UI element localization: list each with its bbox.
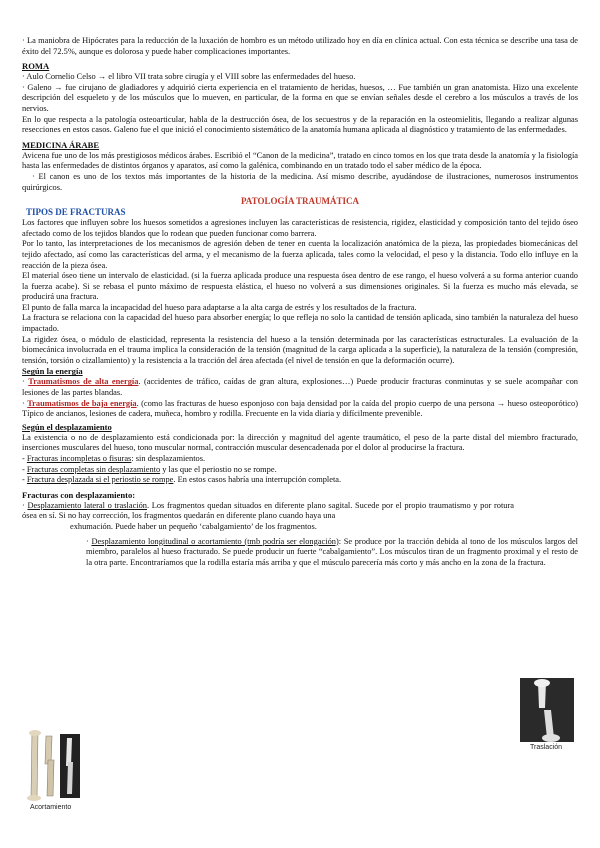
longitudinal-text: : Se produce por la tracción debida al tono de los músculos largos del miembro, paralelos al hueso fracturado. Se puede producir un fuerte “cabalgamiento”. Los músculos tiran de un fragmento proximal y el resto de la otra parte. Encontraríamos que la rodilla estaría más arriba y que el músculo parecería más corto y más ancho en la zona de la fractura. xyxy=(86,536,579,567)
energia-heading: Según la energía xyxy=(22,366,83,377)
patologia-p2: Por lo tanto, las interpretaciones de los mecanismos de agresión deben de tener en cuenta la localización anatómica de la pieza, las propiedades biomecánicas del tejido afectado, así como las características del arma, y el mecanismo de la fuerza aplicada, tales como la velocidad, el peso y la distancia. Todo ello influye en la reacción de la pieza ósea. xyxy=(22,239,578,270)
longitudinal-paragraph: · Desplazamiento longitudinal o acortamiento (tmb podría ser elongación): Se produce por la tracción debida al tono de los músculos largos del miembro, paralelos al hueso fracturado. Se puede producir un fuerte “cabalgamiento”. Los músculos tiran de un fragmento proximal y el resto de la otra parte. Encontraríamos que la rodilla estaría más arriba y que el músculo parecería más corto y más ancho en la zona de la fractura. xyxy=(86,536,579,567)
roma-patologia: En lo que respecta a la patología osteoarticular, habla de la destrucción ósea, de los secuestros y de la reparación en la osteomielitis, llegando a realizar algunas resecciones en estos casos. Galeno fue el que inició el conocimiento sistemático de la anatomía humana aplicada al diagnóstico y tratamiento de las enfermedades. xyxy=(22,114,578,135)
text-column xyxy=(22,36,578,568)
con-desplazamiento-heading: Fracturas con desplazamiento: xyxy=(22,489,136,500)
item-3-text: . En estos casos habría una interrupción completa. xyxy=(173,475,342,485)
patologia-p5: La fractura se relaciona con la capacidad del hueso para absorber energía; lo que refleja no solo la cantidad de tensión aplicada, sino también la naturaleza del hueso impactado. xyxy=(22,313,578,334)
acortamiento-bones-image xyxy=(22,730,84,802)
item-2-text: y las que el periostio no se rompe. xyxy=(160,464,277,474)
patologia-p3: El material óseo tiene un intervalo de elasticidad. (si la fuerza aplicada produce una respuesta ósea dentro de ese rango, el hueso volverá a su forma anterior cuando la fuerza acabe). Si se rebasa el punto máximo de respuesta elástica, el hueso no volverá a sus dimensiones originales. Si la fuerza es mucho más elevada, se producirá una fractura. xyxy=(22,271,578,302)
alta-label: Traumatismos de alta energía xyxy=(28,377,139,387)
roma-celso: · Aulo Cornelio Celso → el libro VII trata sobre cirugía y el VIII sobre las enfermedades del hueso. xyxy=(22,72,356,82)
lateral-text: . Los fragmentos quedan situados en diferente plano sagital. Sucede por el propio traumatismo y por rotura ósea en sí. Si no hay corrección, los fragmentos quedarán en diferente plano cuando haya una xyxy=(22,500,514,521)
arabe-avicena: Avicena fue uno de los más prestigiosos médicos árabes. Escribió el “Canon de la medicina”, tratado en cinco tomos en los que trata desde la anatomía y la fisiología hasta las enfermedades de distintos órganos y aparatos, así como la galénica, combinando en un tratado todo el saber médico de la época. xyxy=(22,150,578,171)
traslacion-xray-image xyxy=(520,678,574,742)
lateral-paragraph: · Desplazamiento lateral o traslación. Los fragmentos quedan situados en diferente plano sagital. Sucede por el propio traumatismo y por rotura ósea en sí. Si no hay corrección, los fragmentos quedarán en diferente plano cuando haya una xyxy=(22,500,514,521)
alta-text: . (accidentes de tráfico, caídas de gran altura, explosiones…) Puede producir fracturas conminutas y se suele acompañar con lesiones de las partes blandas. xyxy=(22,377,578,398)
desplazamiento-item-1: - Fracturas incompletas o fisuras: sin desplazamientos. xyxy=(22,454,206,463)
item-1-text: : sin desplazamientos. xyxy=(131,454,206,463)
arabe-canon: · El canon es uno de los textos más importantes de la historia de la medicina. Así mismo describe, ayudándose de ilustraciones, numerosos instrumentos quirúrgicos. xyxy=(22,171,578,192)
desplazamiento-heading: Según el desplazamiento xyxy=(22,421,112,432)
energia-baja: · Traumatismos de baja energía. (como las fracturas de hueso esponjoso con baja densidad por la caída del propio cuerpo de una persona → hueso osteoporótico) Típico de ancianos, lesiones de cadera, muñeca, hombro y rodilla. Frecuente en la vida diaria y difícilmente prevenible. xyxy=(22,398,578,419)
item-1-term: Fracturas incompletas o fisuras xyxy=(26,454,132,463)
patologia-p1: Los factores que influyen sobre los huesos sometidos a agresiones incluyen las características de resistencia, rigidez, elasticidad y composición tanto del tejido óseo afectado como de los tejidos blandos que lo rodean que pueden funcionar como barrera. xyxy=(22,218,578,238)
item-2-term: Fracturas completas sin desplazamiento xyxy=(26,464,161,474)
roma-heading: ROMA xyxy=(22,61,50,72)
arabe-heading: MEDICINA ÁRABE xyxy=(22,139,100,150)
section-title: PATOLOGÍA TRAUMÁTICA xyxy=(240,196,360,207)
lateral-paragraph-cont: exhumación. Puede haber un pequeño ‘cabalgamiento’ de los fragmentos. xyxy=(70,521,317,531)
longitudinal-term: Desplazamiento longitudinal o acortamiento (tmb podría ser elongación) xyxy=(91,536,339,546)
baja-label: Traumatismos de baja energía xyxy=(27,398,137,408)
traslacion-caption: Traslación xyxy=(530,744,563,751)
desplazamiento-p1: La existencia o no de desplazamiento está condicionada por: la dirección y magnitud del agente traumático, el peso de la parte distal del miembro fracturado, inserciones musculares del hueso, tono muscular normal, contracción muscular desencadenada por el dolor al producirse la fractura. xyxy=(22,432,578,453)
item-3-term: Fractura desplazada si el periostio se rompe xyxy=(26,475,174,485)
patologia-p4: El punto de falla marca la incapacidad del hueso para adaptarse a la alta carga de estrés y los resultados de la fractura. xyxy=(22,302,417,312)
lateral-term: Desplazamiento lateral o traslación xyxy=(27,500,147,510)
energia-alta: · Traumatismos de alta energía. (accidentes de tráfico, caídas de gran altura, explosiones…) Puede producir fracturas conminutas y se suele acompañar con lesiones de las partes blandas. xyxy=(22,377,578,398)
con-desplazamiento-heading-text: Fracturas con desplazamiento xyxy=(22,489,133,500)
traslacion-bone-icon xyxy=(520,678,574,742)
baja-text: . (como las fracturas de hueso esponjoso con baja densidad por la caída del propio cuerpo de una persona → hueso osteoporótico) Típico de ancianos, lesiones de cadera, muñeca, hombro y rodilla. Frecuente en la vida diaria y difícilmente prevenible. xyxy=(22,398,578,419)
acortamiento-caption: Acortamiento xyxy=(30,804,72,811)
roma-galeno: · Galeno → fue cirujano de gladiadores y adquirió cierta experiencia en el tratamiento de heridas, huesos, … Fue también un gran anatomista. Hizo una excelente descripción del esqueleto y de los músculos que lo mueven, en particular, de la forma en que se envían señales desde el cerebro a los músculos a través de los nervios. xyxy=(22,82,578,113)
desplazamiento-item-2: - Fracturas completas sin desplazamiento y las que el periostio no se rompe. xyxy=(22,464,277,474)
intro-paragraph: · La maniobra de Hipócrates para la reducción de la luxación de hombro es un método utilizado hoy en día en clínica actual. Con esta técnica se describe una tasa de éxito del 72.5%, aunque es dolorosa y puede haber complicaciones importantes. xyxy=(22,36,578,56)
patologia-p6: La rigidez ósea, o módulo de elasticidad, representa la resistencia del hueso a la tensión determinada por las características estructurales. La evaluación de la biomecánica involucrada en el trauma implica la consideración de la tensión (magnitud de la carga aplicada a la superficie), la naturaleza de la tensión (compresión, tensión, torsión o cizallamiento) y la resistencia a la tracción del área afectada (el nivel de tensión en que la deformación ocurre). xyxy=(22,334,578,365)
acortamiento-bone-icon xyxy=(22,730,84,802)
desplazamiento-item-3: - Fractura desplazada si el periostio se rompe. En estos casos habría una interrupción completa. xyxy=(22,475,342,485)
section-subtitle: TIPOS DE FRACTURAS xyxy=(26,207,126,218)
